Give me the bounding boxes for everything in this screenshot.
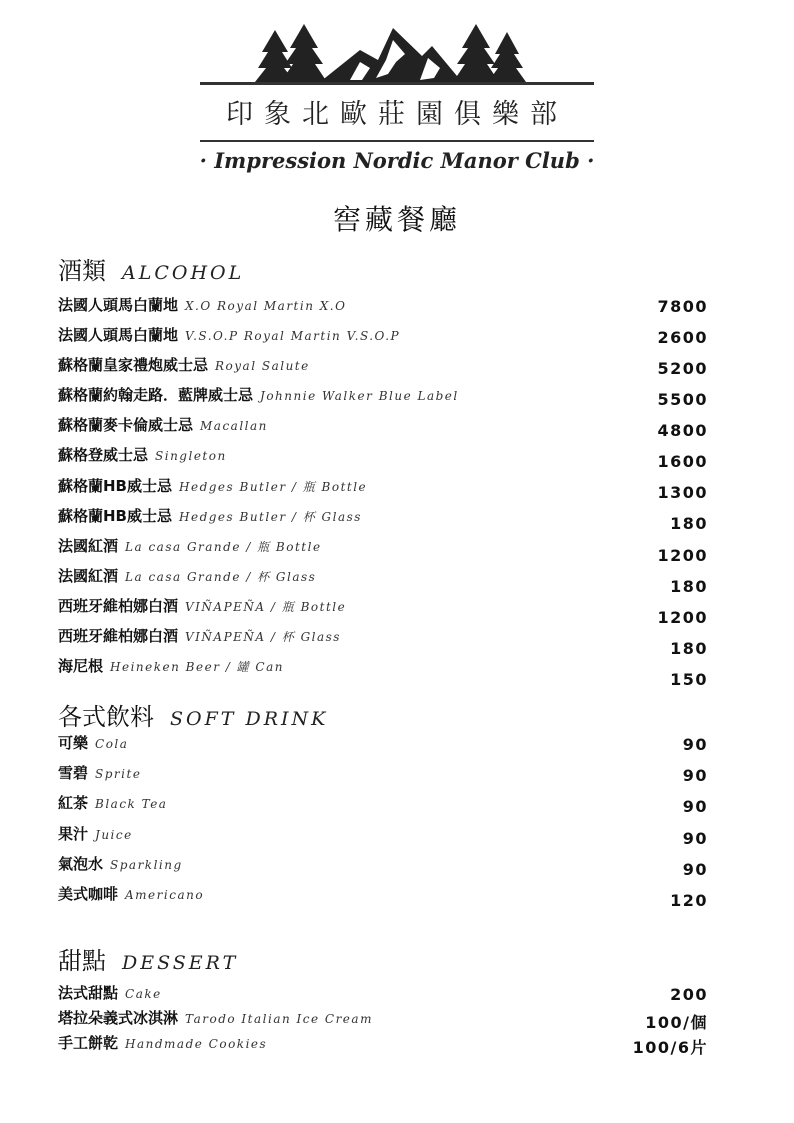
section-heading-alcohol: [58, 251, 244, 286]
item-name-zh: 手工餅乾: [58, 1034, 119, 1052]
item-name-zh: 雪碧: [58, 764, 89, 782]
item-name-zh: 西班牙維柏娜白酒: [58, 597, 179, 615]
item-name-en: Handmade Cookies: [125, 1037, 268, 1051]
item-price: 1300: [657, 483, 708, 502]
menu-item: [58, 792, 167, 813]
item-name-zh: 西班牙維柏娜白酒: [58, 627, 179, 645]
menu-item: [58, 535, 322, 556]
menu-item: [58, 625, 341, 646]
item-name-zh: 法國人頭馬白蘭地: [58, 296, 179, 314]
item-name-zh: 塔拉朵義式冰淇淋: [58, 1009, 179, 1027]
item-price: 180: [670, 639, 708, 658]
item-name-zh: 法國紅酒: [58, 537, 119, 555]
item-name-zh: 可樂: [58, 734, 89, 752]
item-price: 90: [682, 860, 708, 879]
item-price: 5200: [657, 359, 708, 378]
item-price: 90: [682, 766, 708, 785]
menu-item: [58, 1007, 373, 1028]
item-name-en: Singleton: [155, 449, 227, 463]
menu-item: [58, 294, 346, 315]
item-price: 120: [670, 891, 708, 910]
item-name-zh: 美式咖啡: [58, 885, 119, 903]
item-name-en: Cake: [125, 987, 162, 1001]
item-name-en: Hedges Butler / 杯 Glass: [179, 510, 362, 524]
item-name-en: Americano: [125, 888, 205, 902]
item-name-zh: 蘇格蘭麥卡倫威士忌: [58, 416, 194, 434]
menu-item: [58, 354, 310, 375]
menu-item: [58, 823, 133, 844]
menu-item: [58, 655, 284, 676]
item-name-zh: 果汁: [58, 825, 89, 843]
item-name-en: Macallan: [200, 419, 268, 433]
section-title-zh: 各式飲料: [58, 703, 154, 731]
item-price: 7800: [657, 297, 708, 316]
item-name-en: X.O Royal Martin X.O: [185, 299, 347, 313]
menu-item: [58, 883, 204, 904]
menu-item: [58, 414, 268, 435]
item-name-zh: 蘇格蘭皇家禮炮威士忌: [58, 356, 209, 374]
section-title-en: DESSERT: [122, 952, 239, 974]
item-price: 2600: [657, 328, 708, 347]
item-name-zh: 法國人頭馬白蘭地: [58, 326, 179, 344]
section-title-en: ALCOHOL: [122, 262, 245, 284]
menu-item: [58, 444, 227, 465]
item-name-en: Sparkling: [110, 858, 183, 872]
item-name-en: VIÑAPEÑA / 杯 Glass: [185, 630, 341, 644]
item-name-en: Hedges Butler / 瓶 Bottle: [179, 480, 368, 494]
page-title: 窖藏餐廳: [332, 203, 461, 236]
item-name-en: Royal Salute: [215, 359, 310, 373]
item-name-en: Sprite: [95, 767, 142, 781]
menu-item: [58, 853, 183, 874]
item-name-en: Johnnie Walker Blue Label: [260, 389, 459, 403]
item-name-en: Juice: [95, 828, 133, 842]
item-name-zh: 法式甜點: [58, 984, 119, 1002]
menu-item: [58, 1032, 267, 1053]
item-price: 90: [682, 735, 708, 754]
item-name-zh: 法國紅酒: [58, 567, 119, 585]
item-name-en: Tarodo Italian Ice Cream: [185, 1012, 373, 1026]
item-price: 100/個: [645, 1013, 708, 1032]
item-price: 4800: [657, 421, 708, 440]
item-name-en: V.S.O.P Royal Martin V.S.O.P: [185, 329, 401, 343]
item-price: 1200: [657, 546, 708, 565]
item-price: 90: [682, 829, 708, 848]
section-title-en: SOFT DRINK: [170, 708, 329, 730]
brand-name-zh: 印象北歐莊園俱樂部: [226, 99, 568, 130]
item-name-zh: 氣泡水: [58, 855, 104, 873]
menu-item: [58, 384, 459, 405]
section-heading-dessert: [58, 941, 238, 976]
item-price: 5500: [657, 390, 708, 409]
item-name-zh: 紅茶: [58, 794, 89, 812]
item-name-en: VIÑAPEÑA / 瓶 Bottle: [185, 600, 347, 614]
item-price: 150: [670, 670, 708, 689]
item-name-en: Black Tea: [95, 797, 168, 811]
menu-item: [58, 732, 128, 753]
item-name-en: La casa Grande / 杯 Glass: [125, 570, 317, 584]
item-name-en: Cola: [95, 737, 129, 751]
menu-item: [58, 475, 367, 496]
item-price: 90: [682, 797, 708, 816]
brand-name-en: · Impression Nordic Manor Club ·: [199, 148, 595, 173]
item-name-en: Heineken Beer / 罐 Can: [110, 660, 284, 674]
item-name-zh: 蘇格蘭HB威士忌: [58, 507, 172, 525]
menu-item: [58, 982, 162, 1003]
item-price: 180: [670, 577, 708, 596]
item-name-zh: 蘇格蘭約翰走路．藍牌威士忌: [58, 386, 254, 404]
item-price: 1200: [657, 608, 708, 627]
item-price: 100/6片: [632, 1038, 708, 1057]
item-price: 1600: [657, 452, 708, 471]
item-name-zh: 海尼根: [58, 657, 104, 675]
item-name-zh: 蘇格登威士忌: [58, 446, 149, 464]
item-name-en: La casa Grande / 瓶 Bottle: [125, 540, 322, 554]
menu-item: [58, 324, 400, 345]
section-title-zh: 甜點: [58, 947, 106, 975]
item-name-zh: 蘇格蘭HB威士忌: [58, 477, 172, 495]
menu-item: [58, 505, 362, 526]
item-price: 180: [670, 514, 708, 533]
section-title-zh: 酒類: [58, 257, 106, 285]
menu-item: [58, 762, 141, 783]
menu-item: [58, 565, 316, 586]
section-heading-soft-drink: [58, 697, 328, 732]
menu-item: [58, 595, 346, 616]
item-price: 200: [670, 985, 708, 1004]
